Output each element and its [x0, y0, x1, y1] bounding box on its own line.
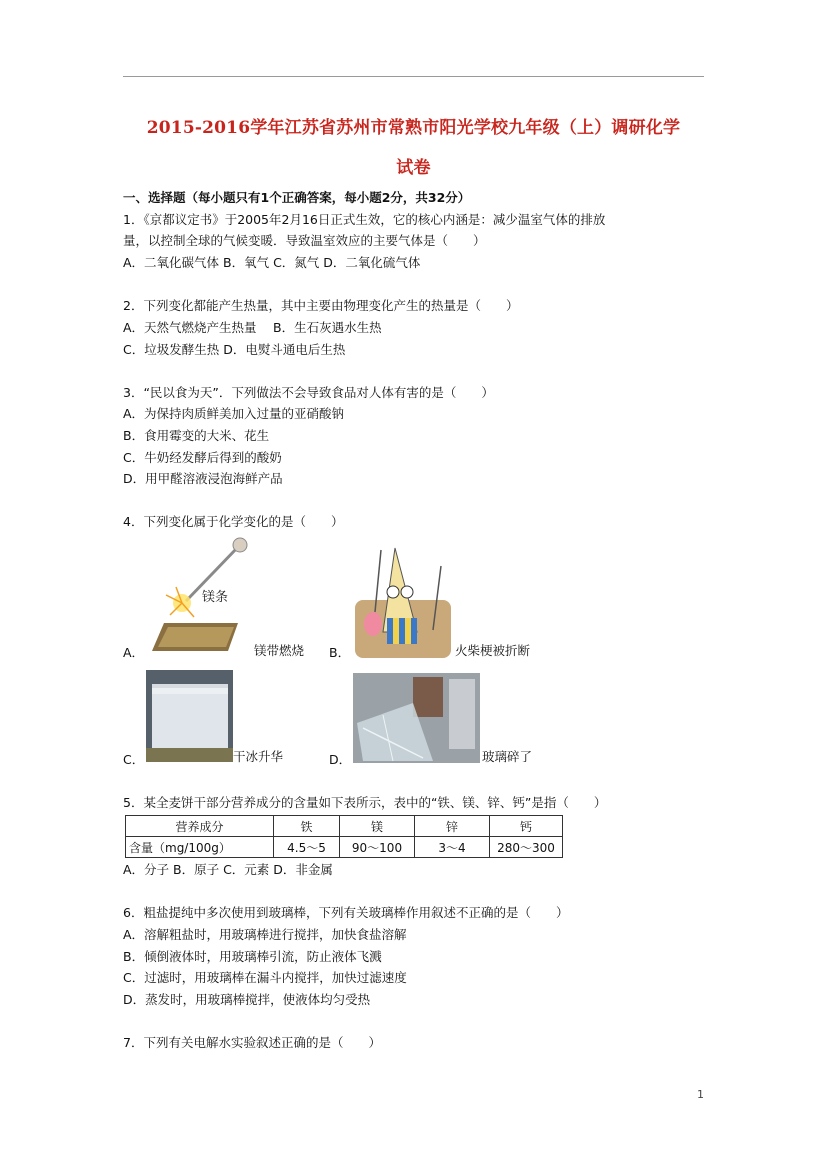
broken-glass-image [353, 673, 480, 763]
q4-option-a-text: 镁带燃烧 [254, 643, 305, 658]
doc-title-line2: 试卷 [396, 158, 431, 178]
q6-stem: 6．粗盐提纯中多次使用到玻璃棒，下列有关玻璃棒作用叙述不正确的是（ ） [123, 905, 569, 920]
table-header-cell: 钙 [490, 816, 563, 837]
page-number: 1 [697, 1088, 704, 1101]
magnesium-label: 镁条 [202, 590, 229, 605]
header-rule [123, 76, 704, 77]
q3-option-b: B．食用霉变的大米、花生 [123, 428, 270, 443]
q7-stem: 7．下列有关电解水实验叙述正确的是（ ） [123, 1035, 381, 1050]
q4-option-b-letter: B． [329, 645, 351, 660]
table-cell: 4.5～5 [274, 837, 340, 858]
q3-stem: 3．“民以食为天”．下列做法不会导致食品对人体有害的是（ ） [123, 385, 494, 400]
q6-option-b: B．倾倒液体时，用玻璃棒引流，防止液体飞溅 [123, 949, 382, 964]
q4-option-c-letter: C． [123, 752, 145, 767]
q4-option-c-text: 干冰升华 [233, 749, 284, 764]
q3-option-d: D．用甲醛溶液浸泡海鲜产品 [123, 471, 283, 486]
table-cell: 3～4 [415, 837, 490, 858]
table-header-cell: 镁 [340, 816, 415, 837]
doc-title-line1: 2015-2016学年江苏省苏州市常熟市阳光学校九年级（上）调研化学 [146, 118, 681, 138]
table-cell: 280～300 [490, 837, 563, 858]
table-row [126, 837, 563, 858]
table-header-cell: 铁 [274, 816, 340, 837]
q6-option-d: D．蒸发时，用玻璃棒搅拌，使液体均匀受热 [123, 992, 371, 1007]
q4-option-d-letter: D． [329, 752, 352, 767]
q5-stem: 5．某全麦饼干部分营养成分的含量如下表所示，表中的“铁、镁、锌、钙”是指（ ） [123, 795, 607, 810]
table-cell: 90～100 [340, 837, 415, 858]
q3-option-c: C．牛奶经发酵后得到的酸奶 [123, 450, 282, 465]
magnesium-burning-image [146, 535, 256, 657]
q1-stem-line2: 量，以控制全球的气候变暖．导致温室效应的主要气体是（ ） [123, 233, 486, 248]
q4-option-a-letter: A． [123, 645, 145, 660]
q4-option-d-text: 玻璃碎了 [482, 749, 533, 764]
match-breaking-cartoon-image [353, 540, 453, 660]
q6-option-a: A．溶解粗盐时，用玻璃棒进行搅拌，加快食盐溶解 [123, 927, 407, 942]
table-header-cell: 锌 [415, 816, 490, 837]
q6-option-c: C．过滤时，用玻璃棒在漏斗内搅拌，加快过滤速度 [123, 970, 407, 985]
q4-option-b-text: 火柴梗被折断 [455, 643, 531, 658]
dry-ice-sublimation-image [146, 670, 233, 762]
section-heading: 一、选择题（每小题只有1个正确答案，每小题2分，共32分） [123, 190, 471, 205]
q1-options: A．二氧化碳气体 B．氧气 C．氮气 D．二氧化硫气体 [123, 255, 421, 270]
q2-options-ab: A．天然气燃烧产生热量 B．生石灰遇水生热 [123, 320, 382, 335]
table-header-cell: 营养成分 [126, 816, 274, 837]
nutrition-table [125, 815, 563, 858]
table-cell: 含量（mg/100g） [126, 837, 274, 858]
table-header-row [126, 816, 563, 837]
q3-option-a: A．为保持肉质鲜美加入过量的亚硝酸钠 [123, 406, 345, 421]
q2-options-cd: C．垃圾发酵生热 D．电熨斗通电后生热 [123, 342, 346, 357]
q2-stem: 2．下列变化都能产生热量，其中主要由物理变化产生的热量是（ ） [123, 298, 519, 313]
q5-options: A．分子 B．原子 C．元素 D．非金属 [123, 862, 333, 877]
q1-stem-line1: 1．《京都议定书》于2005年2月16日正式生效，它的核心内涵是：减少温室气体的排放 [123, 212, 606, 227]
q4-stem: 4．下列变化属于化学变化的是（ ） [123, 514, 344, 529]
